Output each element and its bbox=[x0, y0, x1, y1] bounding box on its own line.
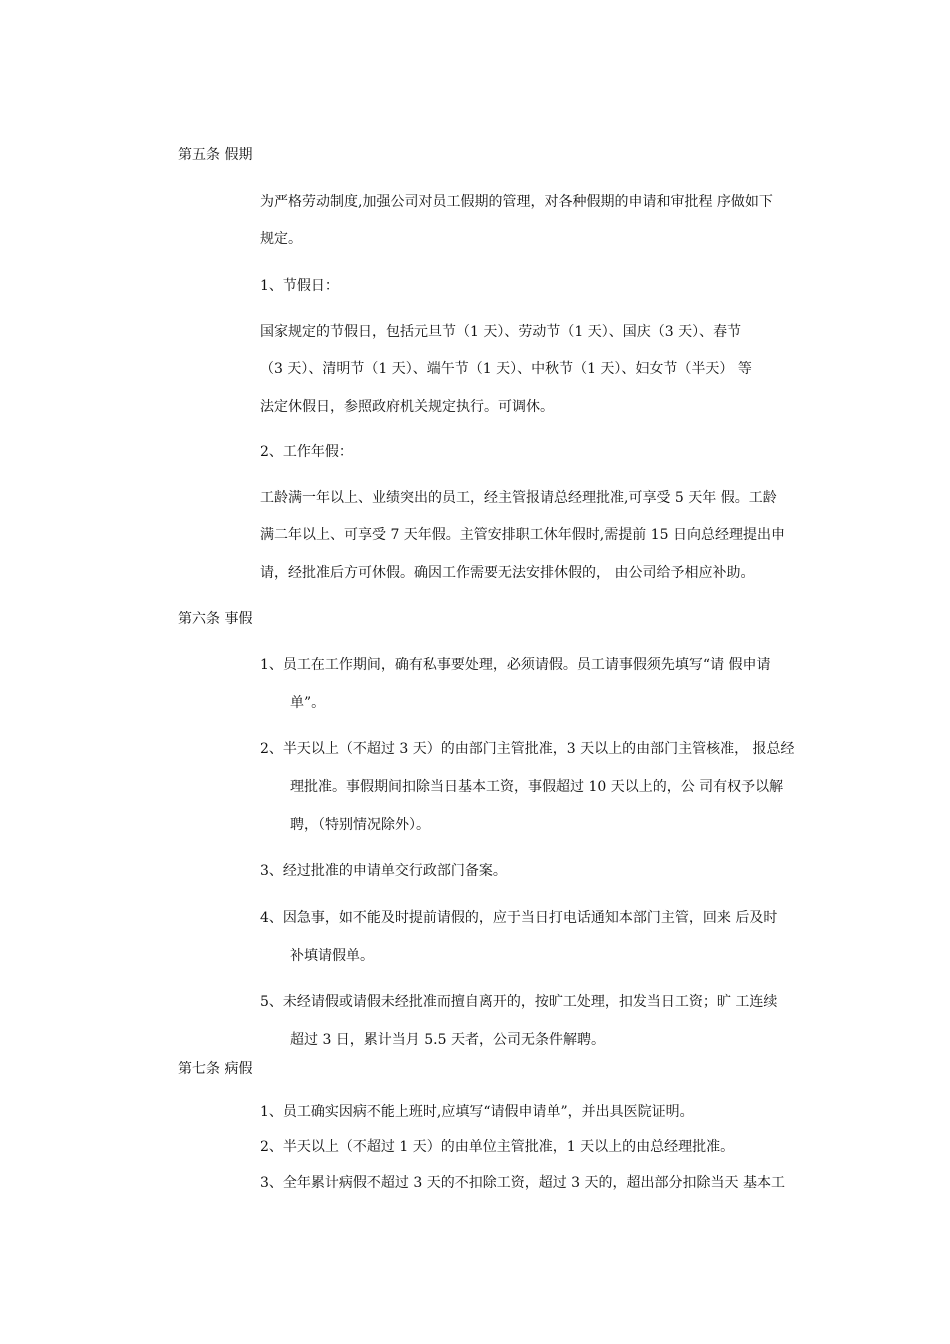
holiday-title: 1、节假日： bbox=[260, 278, 339, 294]
personal-leave-item-2-cont-2: 聘，（特别情况除外）。 bbox=[290, 817, 430, 833]
holiday-line-3: 法定休假日，参照政府机关规定执行。可调休。 bbox=[260, 399, 554, 415]
personal-leave-item-4: 4、因急事，如不能及时提前请假的，应于当日打电话通知本部门主管，回来 后及时 bbox=[260, 910, 778, 926]
personal-leave-item-5-cont: 超过 3 日，累计当月 5.5 天者，公司无条件解聘。 bbox=[290, 1032, 605, 1048]
annual-leave-title: 2、工作年假： bbox=[260, 444, 353, 460]
sick-leave-item-1: 1、员工确实因病不能上班时,应填写“请假申请单”，并出具医院证明。 bbox=[260, 1104, 694, 1120]
personal-leave-item-2: 2、半天以上（不超过 3 天）的由部门主管批准，3 天以上的由部门主管核准， 报总经 bbox=[260, 741, 795, 757]
holiday-line-1: 国家规定的节假日，包括元旦节（1 天）、劳动节（1 天）、国庆（3 天）、春节 bbox=[260, 324, 742, 340]
sick-leave-item-2: 2、半天以上（不超过 1 天）的由单位主管批准，1 天以上的由总经理批准。 bbox=[260, 1139, 735, 1155]
article-7-heading: 第七条 病假 bbox=[178, 1061, 253, 1077]
article-6-heading: 第六条 事假 bbox=[178, 611, 253, 627]
personal-leave-item-3: 3、经过批准的申请单交行政部门备案。 bbox=[260, 863, 507, 879]
personal-leave-item-5: 5、未经请假或请假未经批准而擅自离开的，按旷工处理，扣发当日工资；旷 工连续 bbox=[260, 994, 778, 1010]
sick-leave-item-3: 3、全年累计病假不超过 3 天的不扣除工资，超过 3 天的，超出部分扣除当天 基本工 bbox=[260, 1175, 785, 1191]
holiday-line-2: （3 天）、清明节（1 天）、端午节（1 天）、中秋节（1 天）、妇女节（半天） 等 bbox=[260, 361, 752, 377]
personal-leave-item-1-cont: 单”。 bbox=[290, 695, 326, 711]
personal-leave-item-4-cont: 补填请假单。 bbox=[290, 948, 374, 964]
annual-leave-line-3: 请，经批准后方可休假。确因工作需要无法安排休假的， 由公司给予相应补助。 bbox=[260, 565, 755, 581]
article-5-intro-line-1: 为严格劳动制度,加强公司对员工假期的管理，对各种假期的申请和审批程 序做如下 bbox=[260, 194, 773, 210]
personal-leave-item-2-cont-1: 理批准。事假期间扣除当日基本工资，事假超过 10 天以上的，公 司有权予以解 bbox=[290, 779, 784, 795]
personal-leave-item-1: 1、员工在工作期间，确有私事要处理，必须请假。员工请事假须先填写“请 假申请 bbox=[260, 657, 771, 673]
annual-leave-line-2: 满二年以上、可享受 7 天年假。主管安排职工休年假时,需提前 15 日向总经理提出申 bbox=[260, 527, 785, 543]
article-5-heading: 第五条 假期 bbox=[178, 147, 253, 163]
article-5-intro-line-2: 规定。 bbox=[260, 231, 302, 247]
annual-leave-line-1: 工龄满一年以上、业绩突出的员工，经主管报请总经理批准,可享受 5 天年 假。工龄 bbox=[260, 490, 777, 506]
